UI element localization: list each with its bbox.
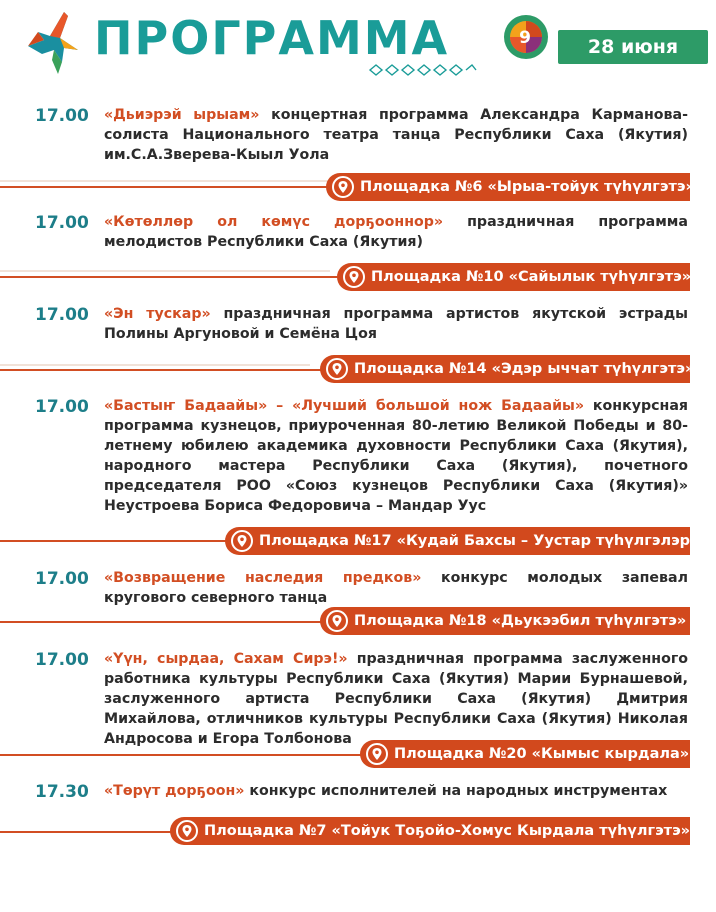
event-description: [104, 781, 688, 801]
event-title: «Көтөллөр ол көмүс дорҕооннор»: [104, 214, 444, 230]
event-description: [104, 304, 688, 344]
bird-logo-icon: [24, 6, 86, 78]
location-pin-icon: [366, 743, 388, 765]
divider: [0, 180, 340, 182]
event-time: 17.00: [35, 569, 89, 589]
venue-badge: [225, 527, 709, 555]
divider: [0, 270, 330, 272]
venue-divider: [0, 276, 345, 278]
event-description: [104, 212, 688, 252]
header: [0, 0, 716, 90]
event-text: конкурс молодых запевал кругового северного танца: [104, 570, 688, 606]
location-pin-icon: [332, 176, 354, 198]
venue-badge: [326, 173, 695, 201]
venue-label: Площадка №7 «Тойук Тоҕойо-Хомус Кырдала түһүлгэтэ»: [204, 823, 691, 839]
event-title: «Төрүт дорҕоон»: [104, 783, 245, 799]
event-time: 17.00: [35, 397, 89, 417]
event-description: [104, 649, 688, 749]
venue-badge: [320, 355, 695, 383]
venue-divider: [0, 754, 370, 756]
event-time: 17.00: [35, 305, 89, 325]
ornament-icon: [368, 62, 478, 78]
venue-divider: [0, 369, 330, 371]
page-title: ПРОГРАММА: [94, 11, 450, 65]
event-title: «Возвращение наследия предков»: [104, 570, 422, 586]
event-text: конкурс исполнителей на народных инструментах: [244, 783, 668, 799]
venue-divider: [0, 186, 330, 188]
event-time: 17.00: [35, 106, 89, 126]
event-title: «Бастыҥ Бадаайы» – «Лучший большой нож Бадаайы»: [104, 398, 585, 414]
venue-label: Площадка №20 «Кымыс кырдала»: [394, 746, 690, 762]
location-pin-icon: [343, 266, 365, 288]
event-title: «Үүн, сырдаа, Сахам Сирэ!»: [104, 651, 348, 667]
event-title: «Эн тускар»: [104, 306, 211, 322]
event-text: концертная программа Александра Карманова-солиста Национального театра танца Республики Саха (Якутия) им.С.А.Зверева-Кыыл Уола: [104, 107, 688, 163]
event-time: 17.30: [35, 782, 89, 802]
venue-divider: [0, 621, 330, 623]
venue-label: Площадка №18 «Дьукээбил түһүлгэтэ»: [354, 613, 687, 629]
venue-label: Площадка №10 «Сайылык түһүлгэтэ»: [371, 269, 692, 285]
event-description: [104, 568, 688, 608]
location-pin-icon: [176, 820, 198, 842]
location-pin-icon: [326, 610, 348, 632]
event-text: конкурсная программа кузнецов, приуроченная 80-летию Великой Победы и 80-летнему юбилею академика духовности Республики Саха (Якутия), народного мастера Республики Саха (Якутия), почетного председателя РОО «Союз кузнецов Республики Саха (Якутия)» Неустроева Бориса Федоровича – Мандар Уус: [104, 398, 689, 514]
venue-badge: [360, 740, 690, 768]
divider: [0, 364, 310, 366]
venue-label: Площадка №17 «Кудай Бахсы – Уустар түһүлгэлэрэ»: [259, 533, 709, 549]
venue-badge: [170, 817, 690, 845]
event-description: [104, 105, 688, 165]
event-title: «Дьиэрэй ырыам»: [104, 107, 260, 123]
event-time: 17.00: [35, 650, 89, 670]
venue-badge: [337, 263, 690, 291]
day-number: 9: [519, 28, 531, 48]
venue-label: Площадка №14 «Эдэр ыччат түһүлгэтэ»: [354, 361, 695, 377]
event-text: праздничная программа артистов якутской эстрады Полины Аргуновой и Семёна Цоя: [104, 306, 688, 342]
event-time: 17.00: [35, 213, 89, 233]
event-text: праздничная программа мелодистов Республики Саха (Якутия): [104, 214, 688, 250]
event-description: [104, 396, 688, 516]
venue-label: Площадка №6 «Ырыа-тойук түһүлгэтэ»: [360, 179, 695, 195]
venue-divider: [0, 831, 180, 833]
location-pin-icon: [231, 530, 253, 552]
venue-badge: [320, 607, 690, 635]
venue-divider: [0, 540, 230, 542]
date-label: 28 июня: [587, 36, 679, 58]
location-pin-icon: [326, 358, 348, 380]
event-text: праздничная программа заслуженного работника культуры Республики Саха (Якутия) Марии Бурнашевой, заслуженного артиста Республики Саха (Якутия) Дмитрия Михайлова, отличников культуры Республики Саха (Якутия) Николая Андросова и Егора Толбонова: [104, 651, 688, 747]
